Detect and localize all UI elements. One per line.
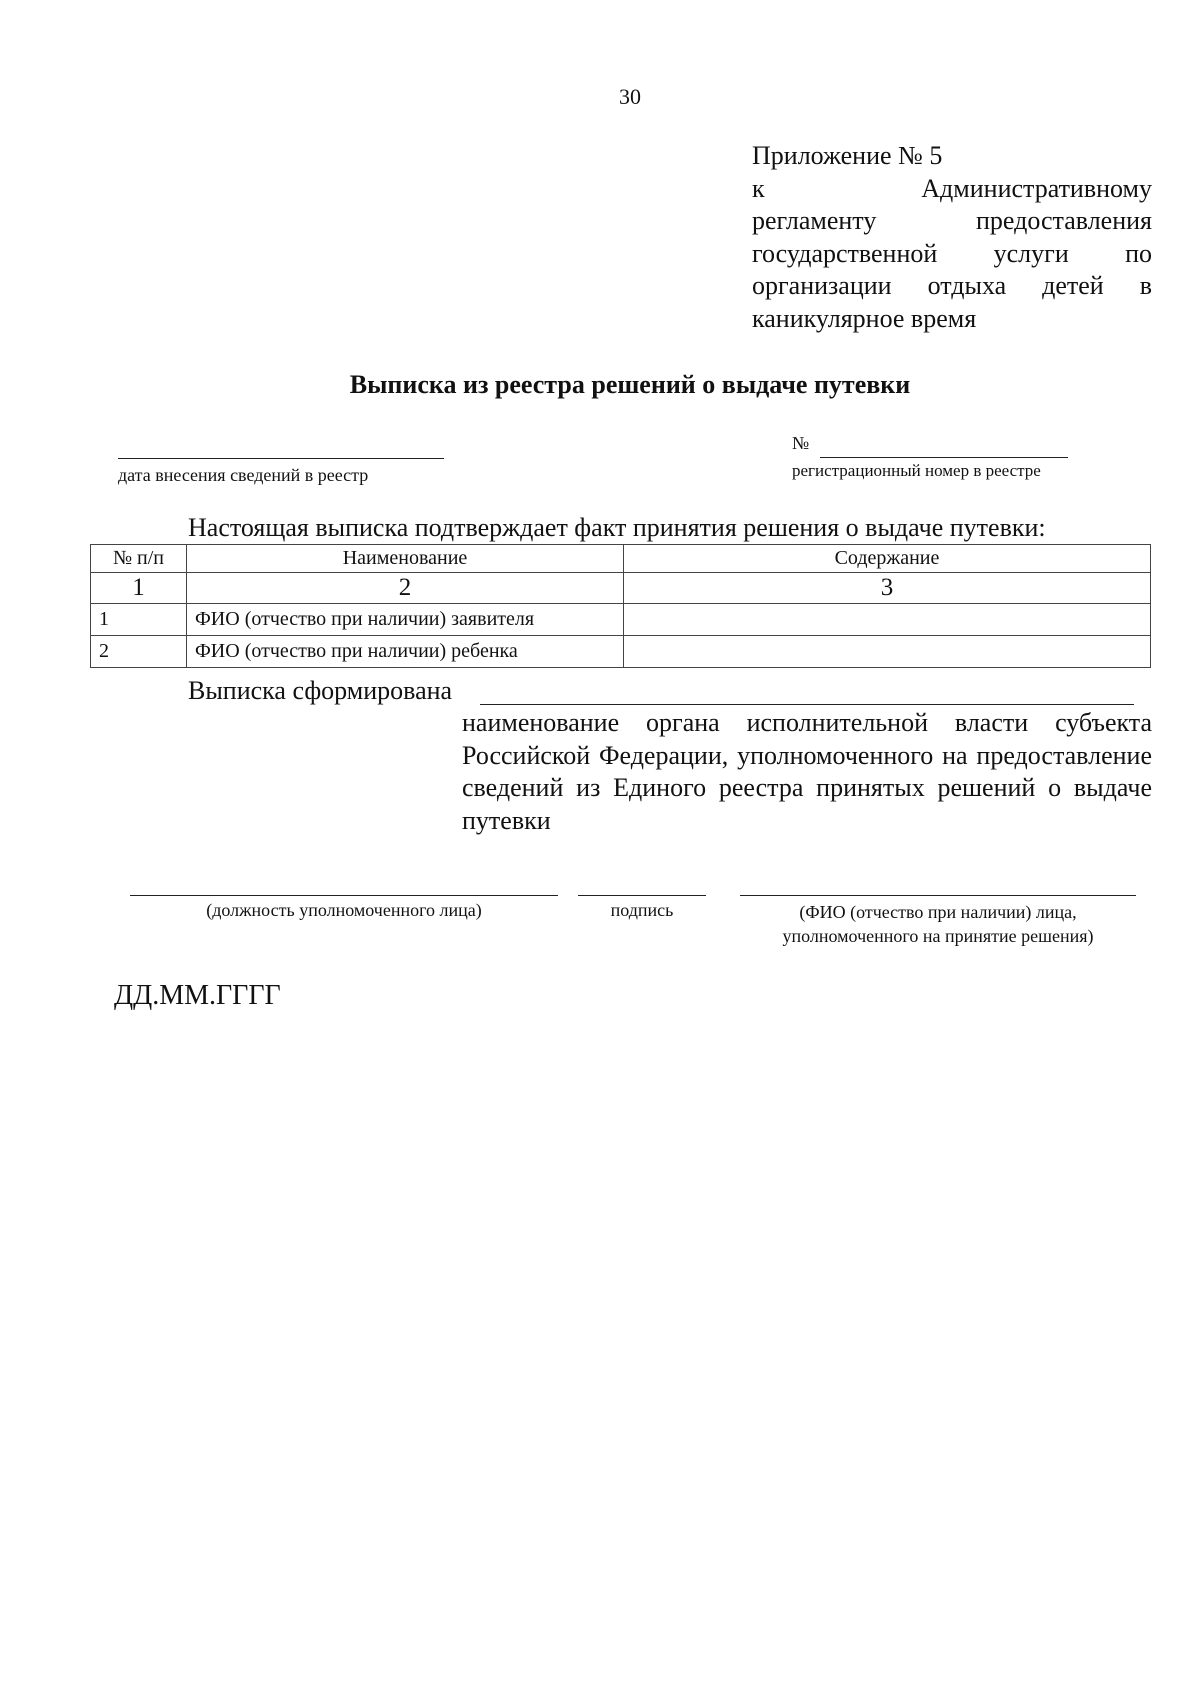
row-name-cell: ФИО (отчество при наличии) ребенка [187, 636, 624, 668]
table-row [91, 636, 1151, 668]
signature-line [578, 895, 706, 896]
appendix-line-5: организации отдыха детей в [752, 271, 1152, 300]
row-number-cell: 2 [91, 636, 187, 668]
signature-caption: подпись [610, 900, 674, 920]
confirmation-text: Настоящая выписка подтверждает факт принятия решения о выдаче путевки: [188, 513, 1046, 542]
reg-number-line [820, 457, 1068, 458]
table-header-cell: Содержание [624, 545, 1151, 573]
appendix-line-3: регламенту предоставления [752, 206, 1152, 235]
name-caption-line-2: уполномоченного на принятие решения) [782, 926, 1094, 946]
organ-caption: наименование органа исполнительной власти субъекта Российской Федерации, уполномоченного на предоставление сведений из Единого реестра принятых решений о выдаче путевки [462, 708, 1152, 835]
appendix-line-2 [752, 173, 1152, 206]
column-number-cell: 3 [624, 573, 1151, 604]
column-number-cell: 2 [187, 573, 624, 604]
appendix-word: Административному [921, 173, 1152, 203]
name-line [740, 895, 1136, 896]
registry-table [90, 544, 1151, 668]
formed-label: Выписка сформирована [188, 676, 453, 705]
table-row [91, 604, 1151, 636]
row-name-cell: ФИО (отчество при наличии) заявителя [187, 604, 624, 636]
date-entry-line [118, 458, 444, 459]
document-title: Выписка из реестра решений о выдаче путевки [349, 370, 911, 399]
reg-number-sign: № [792, 433, 810, 453]
table-header-row [91, 545, 1151, 573]
row-number-cell: 1 [91, 604, 187, 636]
date-caption: дата внесения сведений в реестр [118, 465, 369, 485]
position-line [130, 895, 558, 896]
formed-by-line [480, 704, 1134, 705]
appendix-line-6: каникулярное время [752, 303, 977, 333]
appendix-title: Приложение № 5 [752, 141, 943, 170]
reg-number-caption: регистрационный номер в реестре [792, 461, 1041, 480]
row-content-cell [624, 604, 1151, 636]
name-caption-line-1: (ФИО (отчество при наличии) лица, [799, 902, 1077, 922]
appendix-line-4: государственной услуги по [752, 238, 1152, 268]
table-header-cell: № п/п [91, 545, 187, 573]
date-placeholder: ДД.ММ.ГГГГ [114, 980, 281, 1011]
row-content-cell [624, 636, 1151, 668]
position-caption: (должность уполномоченного лица) [206, 900, 482, 920]
table-header-cell: Наименование [187, 545, 624, 573]
appendix-block [752, 140, 1152, 335]
appendix-prep: к [752, 173, 765, 203]
name-caption [740, 900, 1136, 948]
table-column-numbers-row [91, 573, 1151, 604]
page-number: 30 [619, 84, 641, 109]
column-number-cell: 1 [91, 573, 187, 604]
